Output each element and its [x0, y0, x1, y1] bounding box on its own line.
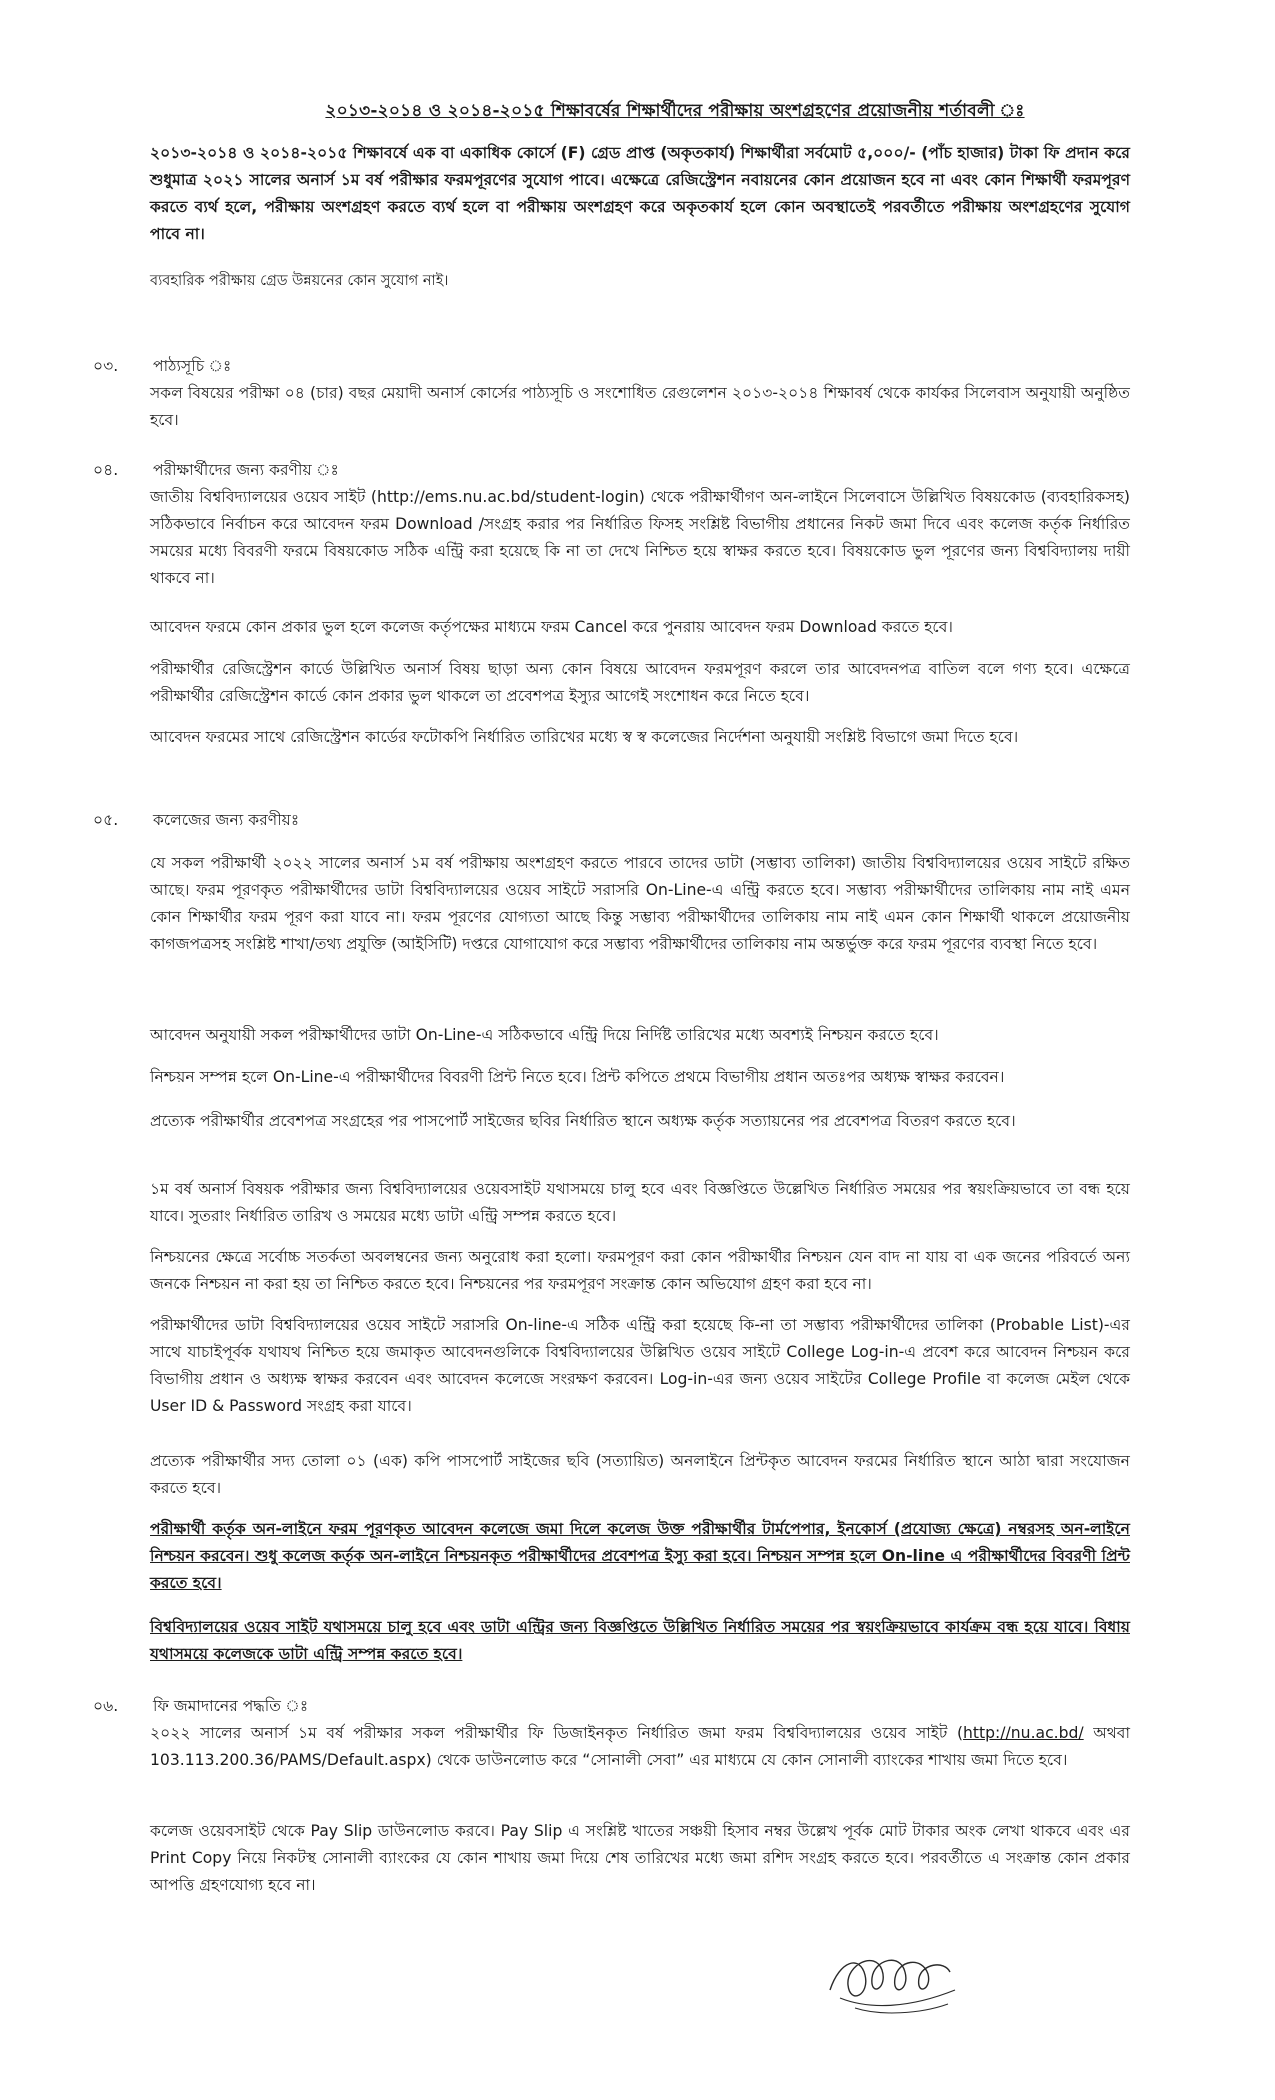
section-04-paragraph-3: পরীক্ষার্থীর রেজিস্ট্রেশন কার্ডে উল্লিখিত অনার্স বিষয় ছাড়া অন্য কোন বিষয়ে আবেদন ফরমপূরণ করলে তার আবেদনপত্র বাতিল বলে গণ্য হবে। এক্ষেত্রে পরীক্ষার্থীর রেজিস্ট্রেশন কার্ডে কোন প্রকার ভুল থাকলে তা প্রবেশপত্র ইস্যুর আগেই সংশোধন করে নিতে হবে। — [150, 660, 1130, 705]
section-05-paragraph-5: ১ম বর্ষ অনার্স বিষয়ক পরীক্ষার জন্য বিশ্ববিদ্যালয়ের ওয়েবসাইট যথাসময়ে চালু হবে এবং বিজ্ঞপ্তিতে উল্লেখিত নির্ধারিত সময়ের পর স্বয়ংক্রিয়ভাবে তা বন্ধ হয়ে যাবে। সুতরাং নির্ধারিত তারিখ ও সময়ের মধ্যে ডাটা এন্ট্রি সম্পন্ন করতে হবে। — [150, 1180, 1130, 1225]
section-05-paragraph-3: নিশ্চয়ন সম্পন্ন হলে On-Line-এ পরীক্ষার্থীদের বিবরণী প্রিন্ট নিতে হবে। প্রিন্ট কপিতে প্রথমে বিভাগীয় প্রধান অতঃপর অধ্যক্ষ স্বাক্ষর করবেন। — [150, 1068, 1005, 1086]
section-04-title: পরীক্ষার্থীদের জন্য করণীয় ঃ — [153, 461, 339, 479]
section-05-paragraph-9: পরীক্ষার্থী কর্তৃক অন-লাইনে ফরম পূরণকৃত আবেদন কলেজে জমা দিলে কলেজ উক্ত পরীক্ষার্থীর টার্মপেপার, ইনকোর্স (প্রযোজ্য ক্ষেত্রে) নম্বরসহ অন-লাইনে নিশ্চয়ন করবেন। শুধু কলেজ কর্তৃক অন-লাইনে নিশ্চয়নকৃত পরীক্ষার্থীদের প্রবেশপত্র ইস্যু করা হবে। নিশ্চয়ন সম্পন্ন হলে On-line এ পরীক্ষার্থীদের বিবরণী প্রিন্ট করতে হবে। — [150, 1520, 1130, 1592]
section-05-paragraph-8: প্রত্যেক পরীক্ষার্থীর সদ্য তোলা ০১ (এক) কপি পাসপোর্ট সাইজের ছবি (সত্যায়িত) অনলাইনে প্রিন্টকৃত আবেদন ফরমের নির্ধারিত স্থানে আঠা দ্বারা সংযোজন করতে হবে। — [150, 1452, 1130, 1497]
intro-paragraph-2: ব্যবহারিক পরীক্ষায় গ্রেড উন্নয়নের কোন সুযোগ নাই। — [150, 273, 449, 289]
section-05-title: কলেজের জন্য করণীয়ঃ — [153, 811, 300, 829]
section-04-number: ০৪. — [93, 461, 119, 479]
section-06-paragraph-1-start: ২০২২ সালের অনার্স ১ম বর্ষ পরীক্ষার সকল পরীক্ষার্থীর ফি ডিজাইনকৃত নির্ধারিত জমা ফরম বিশ্ববিদ্যালয়ের ওয়েব সাইট ( — [150, 1724, 964, 1742]
section-06-paragraph-1-end: অথবা 103.113.200.36/PAMS/Default.aspx) থেকে ডাউনলোড করে “সোনালী সেবা” এর মাধ্যমে যে কোন সোনালী ব্যাংকের শাখায় জমা দিতে হবে। — [150, 1724, 1130, 1769]
section-03-title: পাঠ্যসূচি ঃ — [153, 357, 232, 375]
section-05-number: ০৫. — [93, 811, 119, 829]
section-04-paragraph-2: আবেদন ফরমে কোন প্রকার ভুল হলে কলেজ কর্তৃপক্ষের মাধ্যমে ফরম Cancel করে পুনরায় আবেদন ফরম Download করতে হবে। — [150, 618, 953, 636]
nu-website-link[interactable]: http://nu.ac.bd/ — [963, 1724, 1084, 1742]
section-05-paragraph-10: বিশ্ববিদ্যালয়ের ওয়েব সাইট যথাসময়ে চালু হবে এবং ডাটা এন্ট্রির জন্য বিজ্ঞপ্তিতে উল্লিখিত নির্ধারিত সময়ের পর স্বয়ংক্রিয়ভাবে কার্যক্রম বন্ধ হয়ে যাবে। বিধায় যথাসময়ে কলেজকে ডাটা এন্ট্রি সম্পন্ন করতে হবে। — [150, 1618, 1130, 1663]
section-05-paragraph-7: পরীক্ষার্থীদের ডাটা বিশ্ববিদ্যালয়ের ওয়েব সাইটে সরাসরি On-line-এ সঠিক এন্ট্রি করা হয়েছে কি-না তা সম্ভাব্য পরীক্ষার্থীদের তালিকা (Probable List)-এর সাথে যাচাইপূর্বক যথাযথ নিশ্চিত হয়ে জমাকৃত আবেদনগুলিকে বিশ্ববিদ্যালয়ের উল্লিখিত ওয়েব সাইটে College Log-in-এ প্রবেশ করে আবেদন নিশ্চয়ন করে বিভাগীয় প্রধান ও অধ্যক্ষ স্বাক্ষর করবেন এবং আবেদন কলেজে সংরক্ষণ করবেন। Log-in-এর জন্য ওয়েব সাইটের College Profile বা কলেজ মেইল থেকে User ID & Password সংগ্রহ করা যাবে। — [150, 1316, 1130, 1415]
section-05-paragraph-4: প্রত্যেক পরীক্ষার্থীর প্রবেশপত্র সংগ্রহের পর পাসপোর্ট সাইজের ছবির নির্ধারিত স্থানে অধ্যক্ষ কর্তৃক সত্যায়নের পর প্রবেশপত্র বিতরণ করতে হবে। — [150, 1112, 1016, 1130]
page-title: ২০১৩-২০১৪ ও ২০১৪-২০১৫ শিক্ষাবর্ষের শিক্ষার্থীদের পরীক্ষায় অংশগ্রহণের প্রয়োজনীয় শর্তাবলী ঃ — [325, 101, 1025, 121]
section-03-heading — [93, 354, 1093, 379]
section-03-paragraph-1: সকল বিষয়ের পরীক্ষা ০৪ (চার) বছর মেয়াদী অনার্স কোর্সের পাঠ্যসূচি ও সংশোধিত রেগুলেশন ২০১৩-২০১৪ শিক্ষাবর্ষ থেকে কার্যকর সিলেবাস অনুযায়ী অনুষ্ঠিত হবে। — [150, 384, 1130, 429]
signature-scribble — [820, 1920, 970, 2020]
section-06-heading — [93, 1694, 1093, 1719]
section-04-heading — [93, 458, 1093, 483]
intro-paragraph-1: ২০১৩-২০১৪ ও ২০১৪-২০১৫ শিক্ষাবর্ষে এক বা একাধিক কোর্সে (F) গ্রেড প্রাপ্ত (অকৃতকার্য) শিক্ষার্থীরা সর্বমোট ৫,০০০/- (পাঁচ হাজার) টাকা ফি প্রদান করে শুধুমাত্র ২০২১ সালের অনার্স ১ম বর্ষ পরীক্ষার ফরমপূরণের সুযোগ পাবে। এক্ষেত্রে রেজিস্ট্রেশন নবায়নের কোন প্রয়োজন হবে না এবং কোন শিক্ষার্থী ফরমপূরণ করতে ব্যর্থ হলে, পরীক্ষায় অংশগ্রহণ করতে ব্যর্থ হলে বা পরীক্ষায় অংশগ্রহণ করে অকৃতকার্য হলে কোন অবস্থাতেই পরবর্তীতে পরীক্ষায় অংশগ্রহণের সুযোগ পাবে না। — [150, 144, 1130, 243]
section-04-paragraph-4: আবেদন ফরমের সাথে রেজিস্ট্রেশন কার্ডের ফটোকপি নির্ধারিত তারিখের মধ্যে স্ব স্ব কলেজের নির্দেশনা অনুযায়ী সংশ্লিষ্ট বিভাগে জমা দিতে হবে। — [150, 728, 1019, 746]
section-05-paragraph-2: আবেদন অনুযায়ী সকল পরীক্ষার্থীদের ডাটা On-Line-এ সঠিকভাবে এন্ট্রি দিয়ে নির্দিষ্ট তারিখের মধ্যে অবশ্যই নিশ্চয়ন করতে হবে। — [150, 1026, 939, 1044]
section-03-number: ০৩. — [93, 357, 119, 375]
section-06-paragraph-2: কলেজ ওয়েবসাইট থেকে Pay Slip ডাউনলোড করবে। Pay Slip এ সংশ্লিষ্ট খাতের সঞ্চয়ী হিসাব নম্বর উল্লেখ পূর্বক মোট টাকার অংক লেখা থাকবে এবং এর Print Copy নিয়ে নিকটস্থ সোনালী ব্যাংকের যে কোন শাখায় জমা দিয়ে শেষ তারিখের মধ্যে জমা রশিদ সংগ্রহ করতে হবে। পরবর্তীতে এ সংক্রান্ত কোন প্রকার আপত্তি গ্রহণযোগ্য হবে না। — [150, 1822, 1130, 1894]
section-06-number: ০৬. — [93, 1697, 119, 1715]
section-04-paragraph-1: জাতীয় বিশ্ববিদ্যালয়ের ওয়েব সাইট (http://ems.nu.ac.bd/student-login) থেকে পরীক্ষার্থীগণ অন-লাইনে সিলেবাসে উল্লিখিত বিষয়কোড (ব্যবহারিকসহ) সঠিকভাবে নির্বাচন করে আবেদন ফরম Download /সংগ্রহ করার পর নির্ধারিত ফিসহ সংশ্লিষ্ট বিভাগীয় প্রধানের নিকট জমা দিবে এবং কলেজ কর্তৃক নির্ধারিত সময়ের মধ্যে বিবরণী ফরমে বিষয়কোড সঠিক এন্ট্রি করা হয়েছে কি না তা দেখে নিশ্চিত হয়ে স্বাক্ষর করতে হবে। বিষয়কোড ভুল পূরণের জন্য বিশ্ববিদ্যালয় দায়ী থাকবে না। — [150, 488, 1130, 587]
section-05-paragraph-1: যে সকল পরীক্ষার্থী ২০২২ সালের অনার্স ১ম বর্ষ পরীক্ষায় অংশগ্রহণ করতে পারবে তাদের ডাটা (সম্ভাব্য তালিকা) জাতীয় বিশ্ববিদ্যালয়ের ওয়েব সাইটে রক্ষিত আছে। ফরম পূরণকৃত পরীক্ষার্থীদের ডাটা বিশ্ববিদ্যালয়ের ওয়েব সাইটে সরাসরি On-Line-এ এন্ট্রি করতে হবে। সম্ভাব্য পরীক্ষার্থীদের তালিকায় নাম নাই এমন কোন শিক্ষার্থীর ফরম পূরণ করা যাবে না। ফরম পূরণের যোগ্যতা আছে কিন্তু সম্ভাব্য পরীক্ষার্থীদের তালিকায় নাম নাই এমন কোন শিক্ষার্থী থাকলে প্রয়োজনীয় কাগজপত্রসহ সংশ্লিষ্ট শাখা/তথ্য প্রযুক্তি (আইসিটি) দপ্তরে যোগাযোগ করে সম্ভাব্য পরীক্ষার্থীদের তালিকায় নাম অন্তর্ভুক্ত করে ফরম পূরণের ব্যবস্থা নিতে হবে। — [150, 854, 1130, 953]
section-06-paragraph-1 — [150, 1720, 1130, 1774]
section-06-title: ফি জমাদানের পদ্ধতি ঃ — [153, 1697, 309, 1715]
section-05-heading — [93, 808, 1093, 833]
section-05-paragraph-6: নিশ্চয়নের ক্ষেত্রে সর্বোচ্চ সতর্কতা অবলম্বনের জন্য অনুরোধ করা হলো। ফরমপূরণ করা কোন পরীক্ষার্থীর নিশ্চয়ন যেন বাদ না যায় বা এক জনের পরিবর্তে অন্য জনকে নিশ্চয়ন না করা হয় তা নিশ্চিত করতে হবে। নিশ্চয়নের পর ফরমপূরণ সংক্রান্ত কোন অভিযোগ গ্রহণ করা হবে না। — [150, 1248, 1130, 1293]
